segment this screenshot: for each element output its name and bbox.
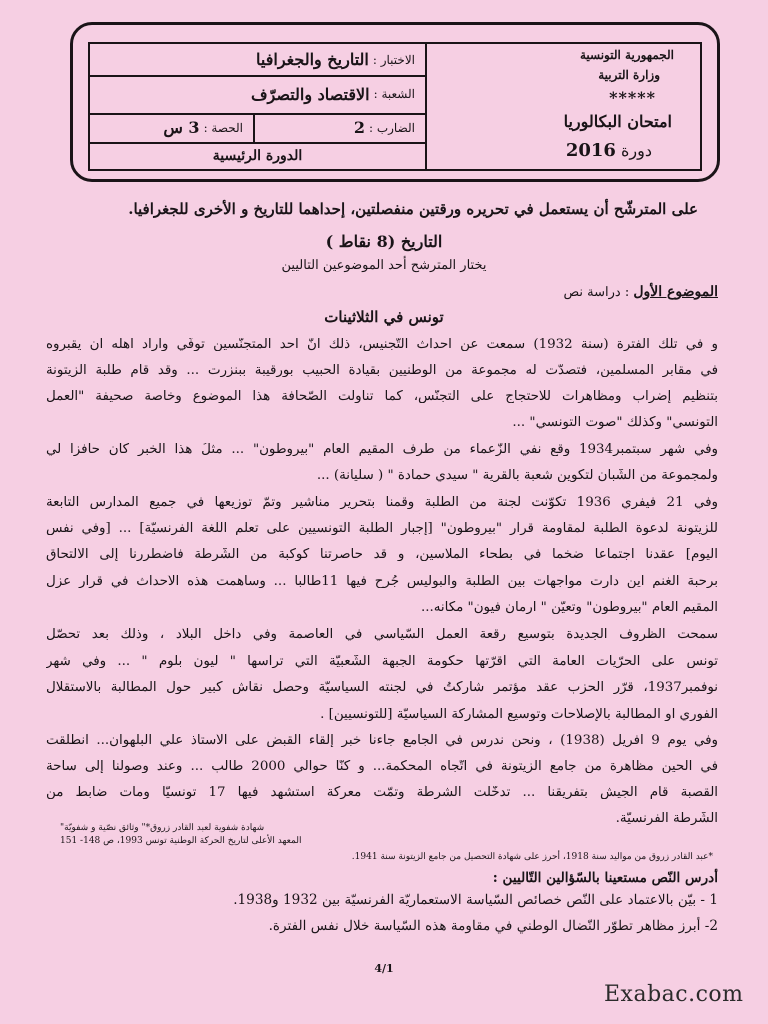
text-title: تونس في الثلاثينات <box>324 308 444 326</box>
test-row <box>90 44 425 77</box>
session-year-line <box>566 140 652 161</box>
coef-value: 2 <box>353 118 365 137</box>
subject-one-heading <box>563 284 718 300</box>
text-line: اليوم] عقدنا اجتماعا ضخما في بطحاء الملاّسين، و قد حاصرتنا كوكبة من الشّرطة فاضطُررنا إلى الالتحاق <box>46 548 718 562</box>
text-line: في الحين مظاهرة من جامع الزيتونة في اتّجاه المحكمة... و كنّا حوالي 2000 طالب ... وعند وصولنا إلى ساحة <box>46 760 718 774</box>
country-name: الجمهورية التونسية <box>579 48 674 62</box>
text-line: وفي 21 فيفري 1936 تكوّنت لجنة من الطّلبة وقمنا بتحرير مناشير وتمّ توزيعها في جميع المدارس التابعة <box>46 496 718 510</box>
text-line: و في تلك الفترة (سنة 1932) سمعت عن أحداث التّجنيس، ذلك أنّ أحد المتجنّسين توفّي وأراد أهله أن يقبروه <box>46 338 718 352</box>
text-line: بتنظيم إضراب ومظاهرات للاحتجاج على التجنّس، كما تناولت الصّحافة هذا الموضوع وخاصة صحيفة "العمل <box>46 390 718 404</box>
question-2: 2- أبرز مظاهر تطوّر النّضال الوطني في مقاومة هذه السّياسة خلال نفس الفترة. <box>268 918 718 934</box>
text-line: سمحت الظّروف الجديدة بتوسيع رقعة العمل السّياسي في العاصمة وفي داخل البلاد ، وذلك بعد تحصّل <box>46 628 718 642</box>
test-label: الاختبار : <box>372 52 415 67</box>
text-line: الفوري أو المطالبة بالإصلاحات وتوسيع المشاركة السياسيّة [للتونسيين] . <box>320 708 718 722</box>
ministry-name: وزارة التربية <box>598 68 660 82</box>
branch-row <box>90 75 425 115</box>
coef-duration-row <box>90 113 425 144</box>
text-line: وفي يوم 9 أفريل (1938) ، ونحن ندرس في الجامع جاءنا خبر إلقاء القبض على الأستاذ علي البلهوان... انطلقت <box>46 734 718 748</box>
subject-one-type: : دراسة نص <box>563 285 630 300</box>
session-year: 2016 <box>565 140 616 161</box>
subject-one-label: الموضوع الأول <box>633 284 718 300</box>
header-table <box>88 42 702 171</box>
text-line: للزيتونة لدعوة الطلبة لمقاومة قرار "بيروطون" [إجبار الطّلبة التونسيين على تعلّم اللغة الفرنسيّة] ... [وفي نفس <box>46 522 718 536</box>
main-session: الدورة الرئيسية <box>212 147 303 164</box>
text-line: الشّرطة الفرنسيّة. <box>615 812 718 826</box>
session-prefix: دورة <box>621 141 652 160</box>
questions-intro: أدرس النّص مستعينا بالسّؤالين التّاليين : <box>492 870 718 886</box>
text-line: برحبة الغنم أين دارت مواجهات بين الطّلبة والبوليس جُرح فيها 11طالبا ... وساهمت هذه الأحداث في قرار عزل <box>46 575 718 589</box>
session-row <box>90 142 425 169</box>
exam-name: امتحان البكالوريا <box>563 112 672 131</box>
page-number: 4/1 <box>374 962 394 975</box>
question-1: 1 - بيّن بالاعتماد على النّص خصائص السّياسة الاستعماريّة الفرنسيّة بين 1932 و1938. <box>233 892 718 908</box>
duration-value: 3 س <box>163 118 200 137</box>
duration-label: الحصة : <box>203 120 243 135</box>
text-line: وفي شهر سبتمبر1934 وقع نفي الزّعماء من طرف المقيم العام "بيروطون" ... مثلُ هذا الخبر كان حافزا لي <box>46 443 718 457</box>
text-line: التونسي" وكذلك "صوت التونسي" ... <box>512 416 718 430</box>
text-line: المقيم العام "بيروطون" وتعيّن " أرمان فيون" مكانه... <box>420 601 718 615</box>
choose-note: يختار المترشح أحد الموضوعين التاليين <box>281 258 487 273</box>
author-footnote: *عبد القادر زروق من مواليد سنة 1918، أحرز على شهادة التحصيل من جامع الزيتونة سنة 1941. <box>351 852 713 862</box>
branch-label: الشعبة : <box>373 87 415 101</box>
branch-value: الاقتصاد والتصرّف <box>250 84 370 104</box>
source-note-2: المعهد الأعلى لتاريخ الحركة الوطنية تونس 1993، ص 148- 151 <box>60 836 302 846</box>
text-line: نوفمبر1937، قرّر الحزب عقد مؤتمر شاركتُ في لجنته السياسيّة وحصل نقاش كبير حول المطالبة بالاستقلال <box>46 681 718 695</box>
coef-cell <box>253 113 425 142</box>
branch-cell <box>251 75 425 113</box>
duration-cell <box>90 113 253 142</box>
text-line: في مقابر المسلمين، فتصدّت له مجموعة من الوطنيين بقيادة الحبيب بورقيبة ببنزرت ... وقد قام طلبة الزيتونة <box>46 364 718 378</box>
test-cell <box>256 44 425 75</box>
test-value: التاريخ والجغرافيا <box>256 50 369 69</box>
text-line: القصبة قام الجيش بتفريقنا ... تدخّلت الشرطة وتمّت معركة أستشهد فيها 17 تونسيّا ومات ضابط من <box>46 786 718 800</box>
source-note-1: شهادة شفوية لعبد القادر زروق*" وثائق نصّية و شفويّة" <box>60 823 265 833</box>
stars-mark: ***** <box>609 88 656 107</box>
text-line: ولمجموعة من الشّبان لتكوين شعبة بالقرية " سيدي حمادة " ( سليانة) ... <box>316 469 718 483</box>
exam-info-cells <box>90 44 427 169</box>
instruction: على المترشّح أن يستعمل في تحريره ورقتين منفصلتين، إحداهما للتاريخ و الأخرى للجغرافيا. <box>128 200 698 218</box>
history-title: التاريخ (8 نقاط ) <box>325 232 443 251</box>
text-line: تونس على الحرّيات العامة التي أقرّتها حكومة الجبهة الشّعبيّة التي ترأسها " ليون بلوم " ... وفي شهر <box>46 655 718 669</box>
coef-label: الضارب : <box>368 120 415 135</box>
watermark: Exabac.com <box>604 982 744 1007</box>
authority-cell <box>427 44 700 169</box>
